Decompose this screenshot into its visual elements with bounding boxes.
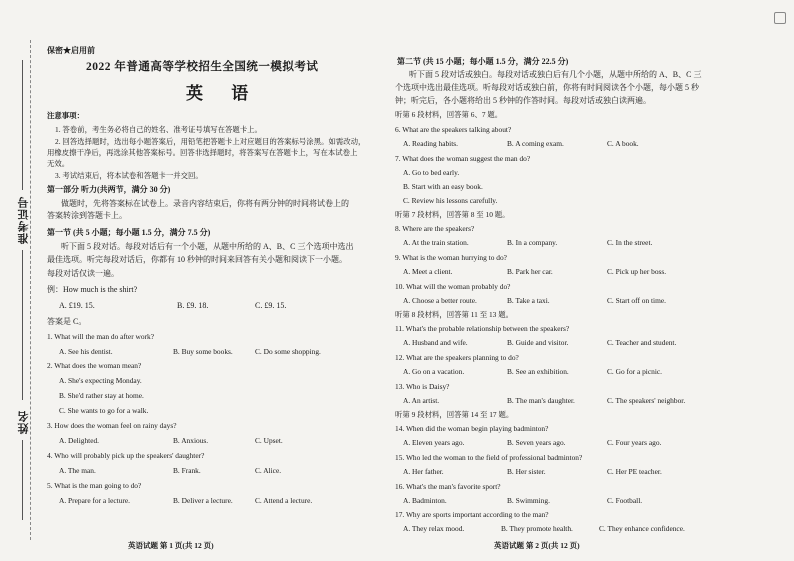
option-c: C. Alice. bbox=[255, 466, 282, 475]
name-label: 姓名 bbox=[18, 410, 30, 434]
option-b: B. A coming exam. bbox=[507, 139, 564, 148]
option-b: B. See an exhibition. bbox=[507, 367, 569, 376]
segment-label: 听第 9 段材料，回答第 14 至 17 题。 bbox=[395, 410, 514, 419]
question-text: 17. Why are sports important according to the man? bbox=[395, 510, 549, 519]
option-c: C. Go for a picnic. bbox=[607, 367, 663, 376]
option-b: B. Start with an easy book. bbox=[403, 182, 483, 191]
option-b: B. Take a taxi. bbox=[507, 296, 550, 305]
option-a: A. They relax mood. bbox=[403, 524, 465, 533]
binding-margin bbox=[6, 0, 40, 561]
option-c: C. The speakers' neighbor. bbox=[607, 396, 686, 405]
option-a: A. Badminton. bbox=[403, 496, 447, 505]
option-a: A. She's expecting Monday. bbox=[59, 376, 142, 385]
option-c: C. Four years ago. bbox=[607, 438, 662, 447]
section1-intro: 最佳选项。听完每段对话后，你都有 10 秒钟的时间来回答有关小题和阅读下一小题。 bbox=[47, 255, 347, 264]
part1-intro: 做题时，先将答案标在试卷上。录音内容结束后，你将有两分钟的时间将试卷上的 bbox=[61, 199, 349, 208]
option-b: B. She'd rather stay at home. bbox=[59, 391, 144, 400]
option-b: B. In a company. bbox=[507, 238, 558, 247]
candidate-id-label: 准考证号 bbox=[18, 196, 30, 244]
confidential-mark: 保密★启用前 bbox=[47, 46, 95, 55]
section1-intro: 每段对话仅读一遍。 bbox=[47, 269, 119, 278]
option-b: B. The man's daughter. bbox=[507, 396, 575, 405]
option-b: B. Swimming. bbox=[507, 496, 550, 505]
page-footer-left: 英语试题 第 1 页(共 12 页) bbox=[128, 541, 214, 550]
example-option: C. £9. 15. bbox=[255, 301, 287, 310]
page-corner-mark bbox=[774, 12, 786, 24]
section2-intro: 钟；听完后，各小题将给出 5 秒钟的作答时间。每段对话或独白读两遍。 bbox=[395, 96, 651, 105]
option-b: B. Anxious. bbox=[173, 436, 209, 445]
option-c: C. She wants to go for a walk. bbox=[59, 406, 149, 415]
cut-line bbox=[30, 40, 31, 540]
question-text: 2. What does the woman mean? bbox=[47, 361, 142, 370]
segment-label: 听第 8 段材料，回答第 11 至 13 题。 bbox=[395, 310, 513, 319]
option-a: A. Prepare for a lecture. bbox=[59, 496, 130, 505]
example-option: A. £19. 15. bbox=[59, 301, 95, 310]
option-a: A. Go on a vacation. bbox=[403, 367, 465, 376]
example-question: 例：How much is the shirt? bbox=[47, 285, 138, 294]
notes-item: 用橡皮擦干净后，再选涂其他答案标号。回答非选择题时，将答案写在答题卡上，写在本试卷上 bbox=[47, 148, 358, 157]
example-option: B. £9. 18. bbox=[177, 301, 209, 310]
notes-item: 2. 回答选择题时，选出每小题答案后，用铅笔把答题卡上对应题目的答案标号涂黑。如需改动， bbox=[55, 137, 366, 146]
option-c: C. Do some shopping. bbox=[255, 347, 321, 356]
section1-intro: 听下面 5 段对话。每段对话后有一个小题，从题中所给的 A、B、C 三个选项中选出 bbox=[61, 242, 354, 251]
option-a: A. Her father. bbox=[403, 467, 444, 476]
exam-title: 2022 年普通高等学校招生全国统一模拟考试 bbox=[86, 61, 319, 73]
option-b: B. They promote health. bbox=[501, 524, 573, 533]
page-footer-right: 英语试题 第 2 页(共 12 页) bbox=[494, 541, 580, 550]
question-text: 14. When did the woman begin playing badminton? bbox=[395, 424, 549, 433]
notes-item: 3. 考试结束后，将本试卷和答题卡一并交回。 bbox=[55, 171, 203, 180]
option-c: C. Teacher and student. bbox=[607, 338, 677, 347]
section1-title: 第一节 (共 5 小题；每小题 1.5 分，满分 7.5 分) bbox=[47, 228, 211, 237]
question-text: 6. What are the speakers talking about? bbox=[395, 125, 512, 134]
margin-line bbox=[22, 440, 23, 520]
question-text: 12. What are the speakers planning to do? bbox=[395, 353, 519, 362]
section2-title: 第二节 (共 15 小题；每小题 1.5 分，满分 22.5 分) bbox=[397, 57, 569, 66]
option-c: C. In the street. bbox=[607, 238, 653, 247]
option-a: A. At the train station. bbox=[403, 238, 469, 247]
option-a: A. The man. bbox=[59, 466, 96, 475]
option-b: B. Frank. bbox=[173, 466, 201, 475]
option-b: B. Park her car. bbox=[507, 267, 553, 276]
option-b: B. Seven years ago. bbox=[507, 438, 566, 447]
margin-line bbox=[22, 250, 23, 400]
question-text: 5. What is the man going to do? bbox=[47, 481, 142, 490]
option-b: B. Buy some books. bbox=[173, 347, 233, 356]
option-a: A. Eleven years ago. bbox=[403, 438, 465, 447]
option-b: B. Deliver a lecture. bbox=[173, 496, 233, 505]
option-c: C. Her PE teacher. bbox=[607, 467, 662, 476]
option-c: C. Review his lessons carefully. bbox=[403, 196, 498, 205]
question-text: 13. Who is Daisy? bbox=[395, 382, 450, 391]
option-c: C. Start off on time. bbox=[607, 296, 666, 305]
option-c: C. Upset. bbox=[255, 436, 283, 445]
section2-intro: 听下面 5 段对话或独白。每段对话或独白后有几个小题，从题中所给的 A、B、C 三 bbox=[409, 70, 702, 79]
option-a: A. Husband and wife. bbox=[403, 338, 468, 347]
section2-intro: 个选项中选出最佳选项。听每段对话或独白前，你将有时间阅读各个小题，每小题 5 秒 bbox=[395, 83, 699, 92]
option-c: C. A book. bbox=[607, 139, 639, 148]
option-c: C. They enhance confidence. bbox=[599, 524, 685, 533]
notes-title: 注意事项： bbox=[47, 111, 84, 120]
notes-item: 无效。 bbox=[47, 159, 70, 168]
option-a: A. Reading habits. bbox=[403, 139, 459, 148]
option-a: A. Delighted. bbox=[59, 436, 100, 445]
part1-title: 第一部分 听力(共两节，满分 30 分) bbox=[47, 185, 171, 194]
option-b: B. Her sister. bbox=[507, 467, 546, 476]
part1-intro: 答案转涂到答题卡上。 bbox=[47, 211, 127, 220]
question-text: 9. What is the woman hurrying to do? bbox=[395, 253, 507, 262]
option-a: A. See his dentist. bbox=[59, 347, 113, 356]
question-text: 1. What will the man do after work? bbox=[47, 332, 154, 341]
question-text: 10. What will the woman probably do? bbox=[395, 282, 511, 291]
question-text: 15. Who led the woman to the field of professional badminton? bbox=[395, 453, 583, 462]
subject-title: 英 语 bbox=[186, 84, 261, 103]
question-text: 7. What does the woman suggest the man do? bbox=[395, 154, 531, 163]
question-text: 4. Who will probably pick up the speakers' daughter? bbox=[47, 451, 205, 460]
option-a: A. Choose a better route. bbox=[403, 296, 477, 305]
question-text: 3. How does the woman feel on rainy days? bbox=[47, 421, 177, 430]
option-a: A. An artist. bbox=[403, 396, 440, 405]
option-a: A. Meet a client. bbox=[403, 267, 453, 276]
option-b: B. Guide and visitor. bbox=[507, 338, 569, 347]
notes-item: 1. 答卷前，考生务必将自己的姓名、准考证号填写在答题卡上。 bbox=[55, 125, 262, 134]
margin-line bbox=[22, 60, 23, 190]
question-text: 16. What's the man's favorite sport? bbox=[395, 482, 501, 491]
segment-label: 听第 6 段材料，回答第 6、7 题。 bbox=[395, 110, 503, 119]
option-c: C. Attend a lecture. bbox=[255, 496, 313, 505]
option-c: C. Football. bbox=[607, 496, 643, 505]
question-text: 8. Where are the speakers? bbox=[395, 224, 475, 233]
example-answer: 答案是 C。 bbox=[47, 317, 87, 326]
question-text: 11. What's the probable relationship between the speakers? bbox=[395, 324, 570, 333]
option-c: C. Pick up her boss. bbox=[607, 267, 667, 276]
option-a: A. Go to bed early. bbox=[403, 168, 460, 177]
segment-label: 听第 7 段材料，回答第 8 至 10 题。 bbox=[395, 210, 510, 219]
